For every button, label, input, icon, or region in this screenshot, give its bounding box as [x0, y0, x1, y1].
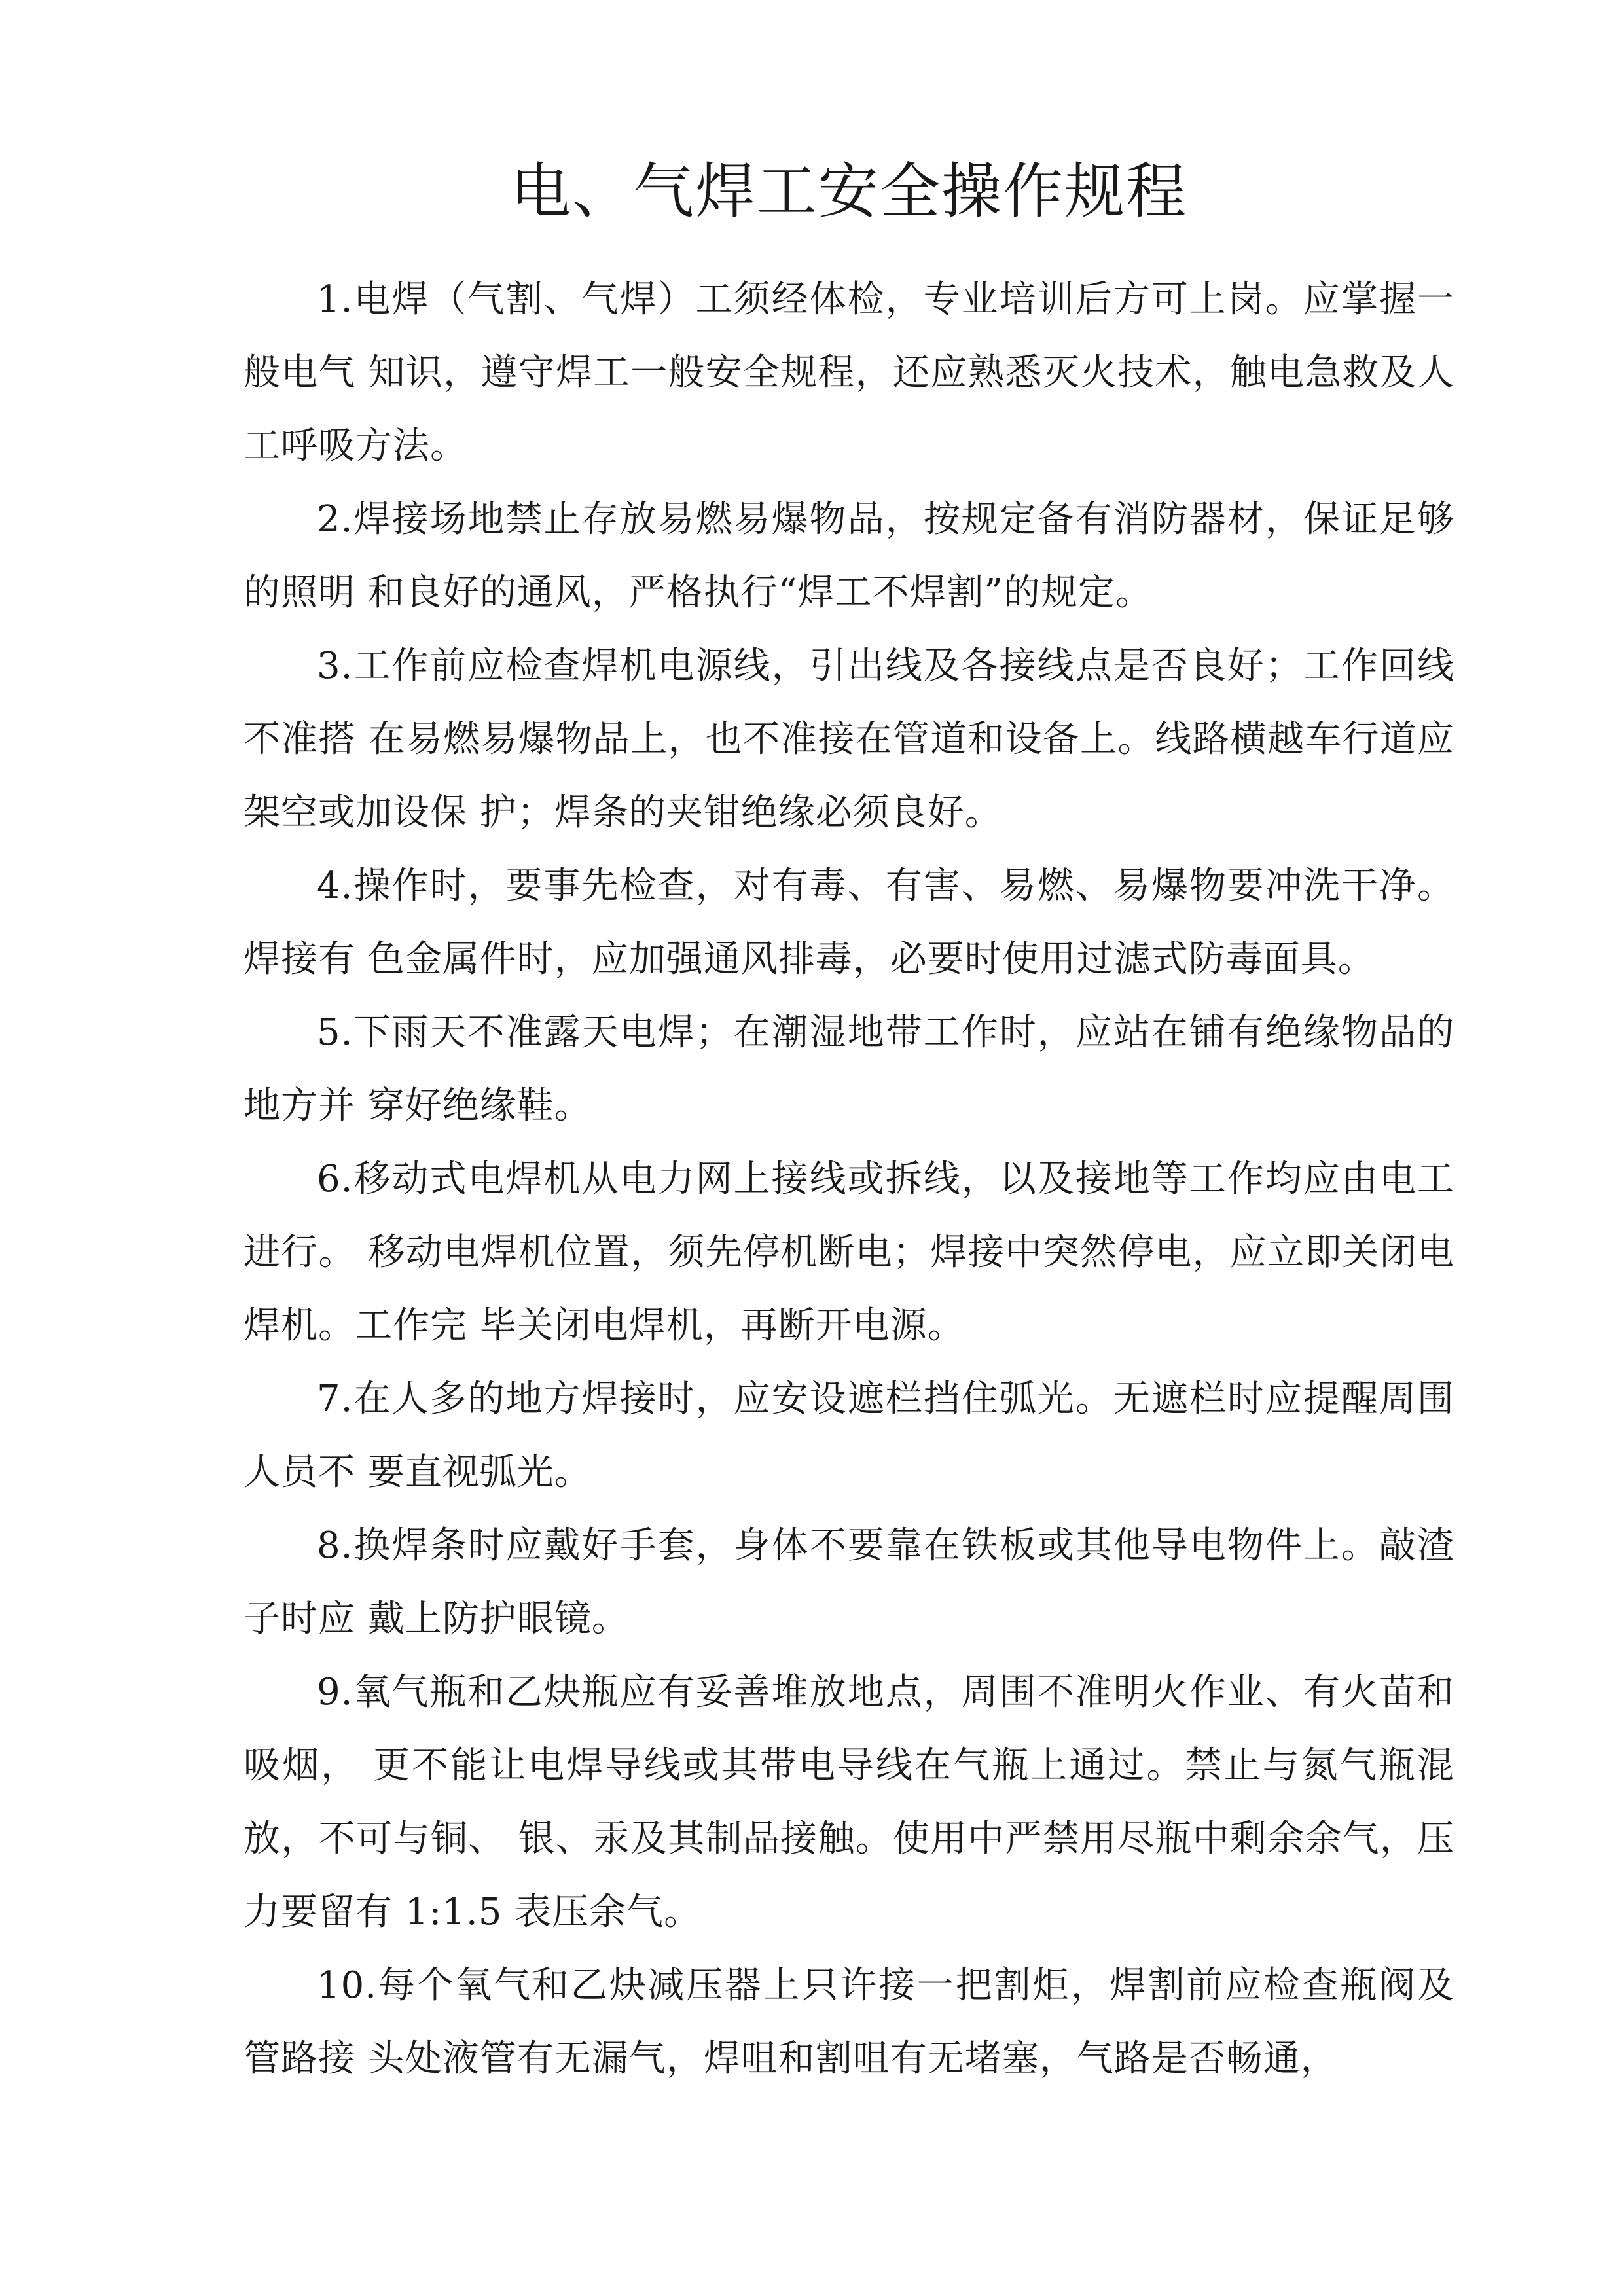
paragraph-1: 1.电焊（气割、气焊）工须经体检，专业培训后方可上岗。应掌握一般电气 知识，遵守焊工一般安全规程，还应熟悉灭火技术，触电急救及人工呼吸方法。 — [244, 278, 1454, 467]
paragraph-4: 4.操作时，要事先检查，对有毒、有害、易燃、易爆物要冲洗干净。焊接有 色金属件时，应加强通风排毒，必要时使用过滤式防毒面具。 — [244, 865, 1454, 980]
document-body — [244, 263, 1454, 2096]
paragraph-10: 10.每个氧气和乙炔减压器上只许接一把割炬，焊割前应检查瓶阀及管路接 头处液管有无漏气，焊咀和割咀有无堵塞，气路是否畅通， — [244, 1964, 1454, 2080]
document-page — [244, 0, 1454, 2296]
paragraph-5: 5.下雨天不准露天电焊；在潮湿地带工作时，应站在铺有绝缘物品的地方并 穿好绝缘鞋。 — [244, 1011, 1454, 1127]
paragraph-2: 2.焊接场地禁止存放易燃易爆物品，按规定备有消防器材，保证足够的照明 和良好的通风，严格执行“焊工不焊割”的规定。 — [244, 498, 1454, 614]
paragraph-6: 6.移动式电焊机从电力网上接线或拆线，以及接地等工作均应由电工进行。 移动电焊机位置，须先停机断电；焊接中突然停电，应立即关闭电焊机。工作完 毕关闭电焊机，再断开电源。 — [244, 1158, 1454, 1347]
paragraph-8: 8.换焊条时应戴好手套，身体不要靠在铁板或其他导电物件上。敲渣子时应 戴上防护眼镜。 — [244, 1524, 1454, 1640]
paragraph-7: 7.在人多的地方焊接时，应安设遮栏挡住弧光。无遮栏时应提醒周围人员不 要直视弧光。 — [244, 1378, 1454, 1494]
paragraph-3: 3.工作前应检查焊机电源线，引出线及各接线点是否良好；工作回线不准搭 在易燃易爆物品上，也不准接在管道和设备上。线路横越车行道应架空或加设保 护；焊条的夹钳绝缘必须良好。 — [244, 645, 1454, 834]
paragraph-9: 9.氧气瓶和乙炔瓶应有妥善堆放地点，周围不准明火作业、有火苗和吸烟， 更不能让电焊导线或其带电导线在气瓶上通过。禁止与氮气瓶混放，不可与铜、 银、汞及其制品接触。使用中严禁用尽瓶中剩余余气，压力要留有 1:1.5 表压余气。 — [244, 1671, 1454, 1933]
document-title: 电、气焊工安全操作规程 — [510, 156, 1187, 226]
